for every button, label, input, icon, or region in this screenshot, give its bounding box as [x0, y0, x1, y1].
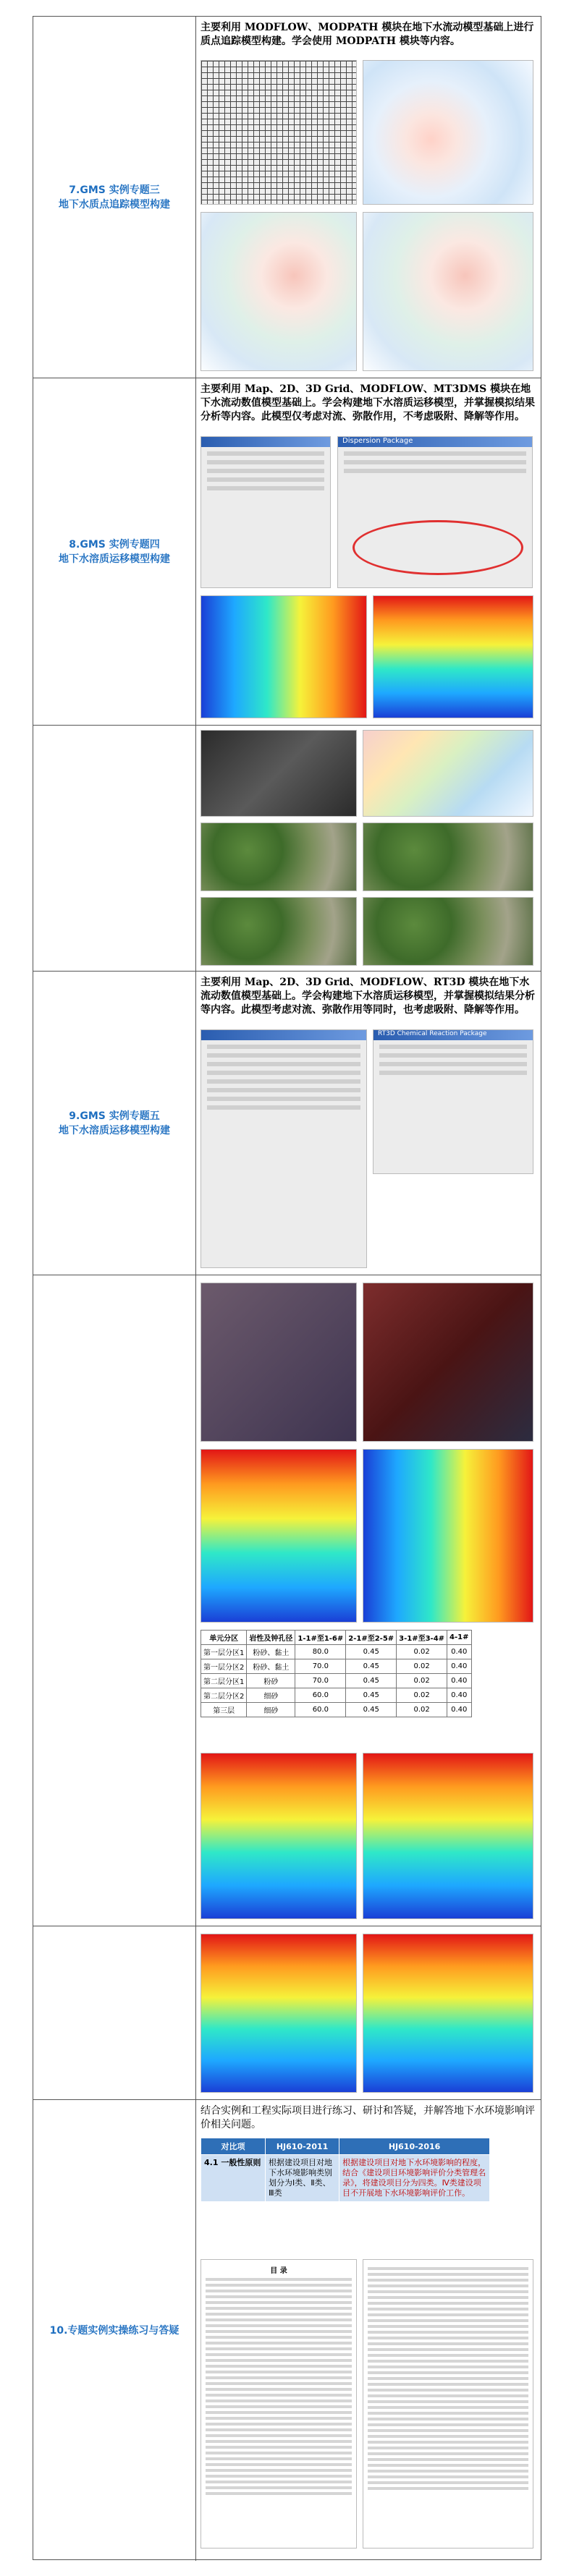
- row-title: 7.GMS 实例专题三 地下水质点追踪模型构建: [59, 184, 170, 211]
- highlight-ellipse: [353, 520, 523, 575]
- section-concentration-figure-4: [363, 1753, 533, 1919]
- row-title-cell: [33, 726, 196, 971]
- concentration-map-figure-2: [373, 595, 533, 718]
- table-cell: 0.45: [346, 1688, 397, 1703]
- section-concentration-figure: [201, 1449, 357, 1623]
- section-concentration-figure-2: [363, 1449, 533, 1623]
- content-table: [33, 16, 541, 2560]
- table-row: [201, 1674, 472, 1688]
- table-header: 3-1#至3-4#: [397, 1631, 447, 1645]
- table-cell: 60.0: [295, 1703, 346, 1717]
- plume-map-figure: [363, 730, 533, 817]
- row-description: 主要利用 Map、2D、3D Grid、MODFLOW、RT3D 模块在地下水流动数值模型基础上。学会构建地下水溶质运移模型，并掌握模拟结果分析等内容。此模型考虑对流、弥散作用等同时，也考虑吸附、降解等作用。: [201, 977, 535, 1016]
- section-concentration-figure-6: [363, 1934, 533, 2093]
- satellite-figure-3: [201, 897, 357, 966]
- dialog-title: RT3D Chemical Reaction Package: [378, 1030, 487, 1037]
- table-cell: 0.40: [447, 1659, 471, 1674]
- row-content-cell: [196, 378, 541, 725]
- row-topic-10: [33, 2100, 541, 2561]
- table-cell: 0.40: [447, 1688, 471, 1703]
- toc-page-figure: [201, 2259, 357, 2549]
- row-content-cell: [196, 1275, 541, 1926]
- table-header: 岩性及钟孔径: [247, 1631, 295, 1645]
- row-model-results: [33, 1275, 541, 1926]
- row-title-cell: [33, 378, 196, 725]
- row-topic-9: [33, 972, 541, 1275]
- table-cell: 0.02: [397, 1645, 447, 1659]
- parameter-table: [201, 1630, 472, 1717]
- row-topic-8: [33, 378, 541, 726]
- table-row: [201, 1703, 472, 1717]
- row-content-cell: [196, 726, 541, 971]
- table-cell: 第三层: [201, 1703, 247, 1717]
- table-cell: 第二层分区1: [201, 1674, 247, 1688]
- cmp-old: 根据建设项目对地下水环境影响类别划分为Ⅰ类、Ⅱ类、Ⅲ类: [266, 2155, 339, 2202]
- table-cell: 70.0: [295, 1659, 346, 1674]
- row-title-cell: [33, 1275, 196, 1926]
- table-header: 单元分区: [201, 1631, 247, 1645]
- table-cell: 0.45: [346, 1645, 397, 1659]
- grid-mesh-figure: [201, 60, 357, 205]
- cmp-header: 对比项: [201, 2138, 266, 2155]
- section-concentration-figure-5: [201, 1934, 357, 2093]
- satellite-figure: [201, 822, 357, 891]
- row-content-cell: [196, 1926, 541, 2099]
- table-cell: 细砂: [247, 1688, 295, 1703]
- model-slope-figure: [201, 1283, 357, 1442]
- table-row: [201, 1659, 472, 1674]
- toc-title: 目 录: [270, 2267, 287, 2275]
- row-title-cell: [33, 1926, 196, 2099]
- row-extra-figures: [33, 1926, 541, 2100]
- table-row: [201, 1688, 472, 1703]
- row-topic-7: [33, 17, 541, 378]
- concentration-map-figure: [201, 595, 367, 718]
- table-cell: 第一层分区2: [201, 1659, 247, 1674]
- model-3d-figure: [363, 1283, 533, 1442]
- row-title-cell: [33, 17, 196, 378]
- table-cell: 细砂: [247, 1703, 295, 1717]
- table-cell: 粉砂: [247, 1674, 295, 1688]
- table-row: [201, 1645, 472, 1659]
- table-cell: 0.02: [397, 1703, 447, 1717]
- row-content-cell: [196, 17, 541, 378]
- table-cell: 80.0: [295, 1645, 346, 1659]
- row-content-cell: [196, 2100, 541, 2561]
- basic-transport-dialog-figure: [201, 436, 331, 588]
- row-content-cell: [196, 972, 541, 1275]
- table-cell: 0.02: [397, 1688, 447, 1703]
- table-cell: 0.45: [346, 1674, 397, 1688]
- table-cell: 0.40: [447, 1703, 471, 1717]
- toc-page-figure-2: [363, 2259, 533, 2549]
- table-cell: 第二层分区2: [201, 1688, 247, 1703]
- row-title: 10.专题实例实操练习与答疑: [49, 2324, 180, 2337]
- row-description: 结合实例和工程实际项目进行练习、研讨和答疑，并解答地下水环境影响评价相关问题。: [201, 2105, 535, 2130]
- row-description: 主要利用 Map、2D、3D Grid、MODFLOW、MT3DMS 模块在地下水流动数值模型基础上。学会构建地下水溶质运移模型，并掌握模拟结果分析等内容。此模型仅考虑对流、弥散作用，不考虑吸附、降解等作用。: [201, 383, 535, 422]
- table-row: [201, 2155, 490, 2202]
- rt3d-packages-dialog-figure: [201, 1029, 367, 1268]
- table-cell: 70.0: [295, 1674, 346, 1688]
- section-concentration-figure-3: [201, 1753, 357, 1919]
- cmp-header: HJ610-2011: [266, 2138, 339, 2155]
- table-cell: 60.0: [295, 1688, 346, 1703]
- table-header: 1-1#至1-6#: [295, 1631, 346, 1645]
- row-title: 8.GMS 实例专题四 地下水溶质运移模型构建: [59, 538, 170, 565]
- particle-path-figure: [201, 212, 357, 371]
- table-cell: 第一层分区1: [201, 1645, 247, 1659]
- row-description: 主要利用 MODFLOW、MODPATH 模块在地下水流动模型基础上进行质点追踪模型构建。学会使用 MODPATH 模块等内容。: [201, 22, 534, 47]
- dispersion-dialog-figure: [337, 436, 533, 588]
- cmp-new: 根据建设项目对地下水环境影响的程度，结合《建设项目环境影响评价分类管理名录》，将建设项目分为四类。Ⅳ类建设项目不开展地下水环境影响评价工作。: [339, 2155, 490, 2202]
- satellite-figure-2: [363, 822, 533, 891]
- rt3d-reaction-dialog-figure: [373, 1029, 533, 1174]
- row-title: 9.GMS 实例专题五 地下水溶质运移模型构建: [59, 1110, 170, 1136]
- table-cell: 0.45: [346, 1703, 397, 1717]
- contour-map-figure: [363, 60, 533, 205]
- standard-comparison-table: [201, 2138, 490, 2202]
- cmp-header: HJ610-2016: [339, 2138, 490, 2155]
- satellite-figure-4: [363, 897, 533, 966]
- table-header: 2-1#至2-5#: [346, 1631, 397, 1645]
- cmp-item: 4.1 一般性原则: [201, 2155, 266, 2202]
- table-header: 4-1#: [447, 1631, 471, 1645]
- row-title-cell: [33, 2100, 196, 2561]
- mesh-figure: [201, 730, 357, 817]
- table-cell: 0.02: [397, 1659, 447, 1674]
- row-title-cell: [33, 972, 196, 1275]
- table-cell: 粉砂、黏土: [247, 1659, 295, 1674]
- row-topic-8-images: [33, 726, 541, 972]
- table-cell: 0.40: [447, 1645, 471, 1659]
- dialog-title: Dispersion Package: [342, 437, 413, 445]
- particle-path-figure-2: [363, 212, 533, 371]
- table-cell: 0.02: [397, 1674, 447, 1688]
- table-cell: 0.45: [346, 1659, 397, 1674]
- table-cell: 0.40: [447, 1674, 471, 1688]
- table-cell: 粉砂、黏土: [247, 1645, 295, 1659]
